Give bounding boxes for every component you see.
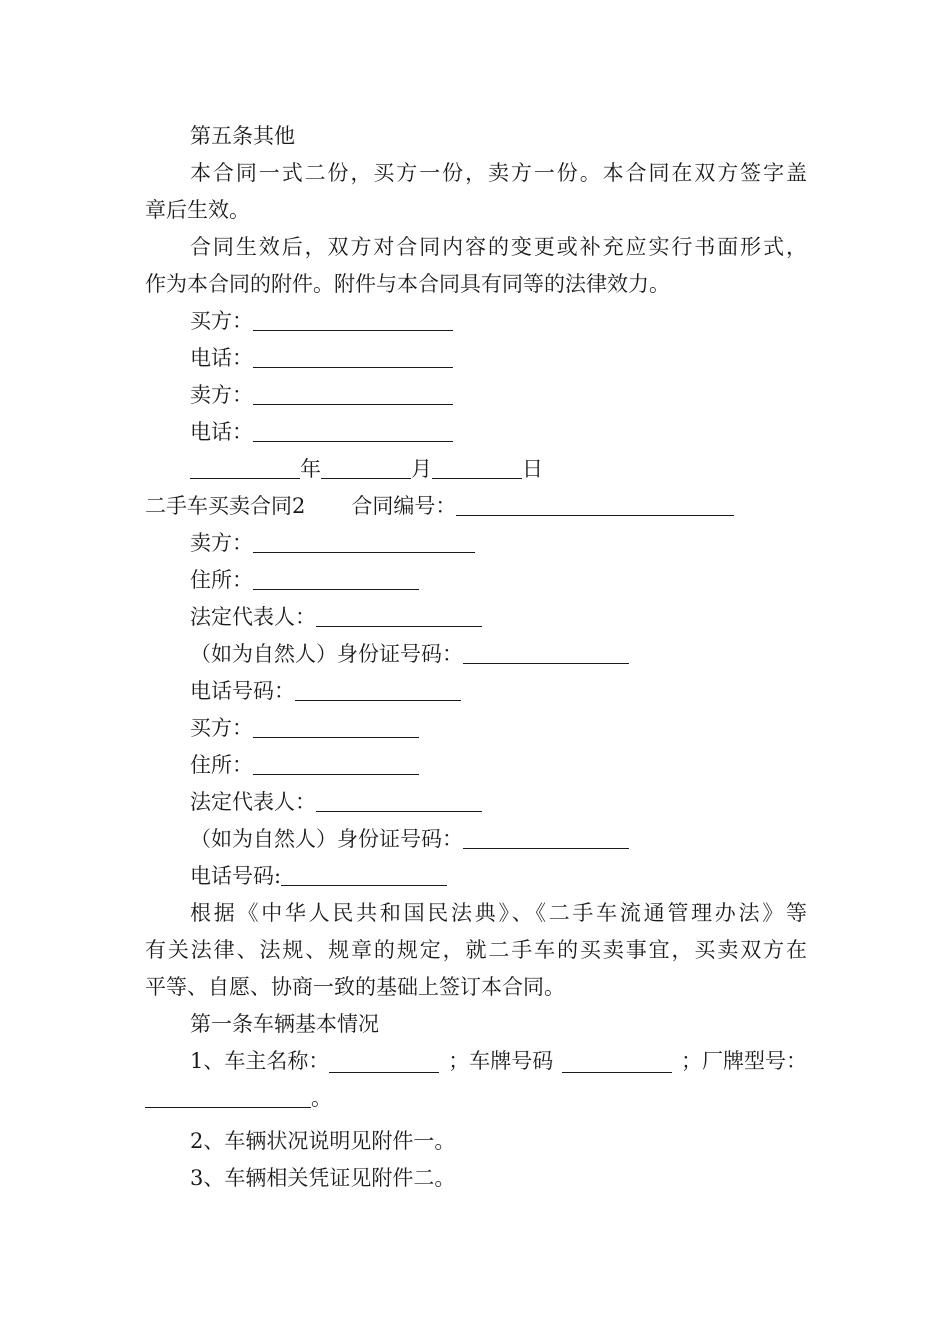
item-2: 2、车辆状况说明见附件一。 <box>190 1129 456 1153</box>
buyer-id-blank[interactable] <box>463 826 629 849</box>
buyer-id-line <box>145 821 807 858</box>
intro-line-1: 根据《中华人民共和国民法典》、《二手车流通管理办法》等 <box>190 901 807 925</box>
seller-label: 卖方： <box>190 383 253 407</box>
seller-legal-rep-label: 法定代表人： <box>190 605 316 629</box>
month-blank[interactable] <box>321 456 411 479</box>
item-1-continuation <box>145 1080 807 1117</box>
day-label: 日 <box>522 457 543 481</box>
seller-id-label: （如为自然人）身份证号码： <box>190 642 463 666</box>
buyer-id-label: （如为自然人）身份证号码： <box>190 827 463 851</box>
contract-number-blank[interactable] <box>456 493 734 516</box>
item-3: 3、车辆相关凭证见附件二。 <box>190 1166 456 1190</box>
buyer-phone-label: 电话： <box>190 346 253 370</box>
buyer-blank-2[interactable] <box>253 715 419 738</box>
intro-line-2: 有关法律、法规、规章的规定，就二手车的买卖事宜，买卖双方在 <box>145 938 807 962</box>
brand-model-blank[interactable] <box>145 1085 311 1108</box>
buyer-phone-number-line <box>145 858 807 895</box>
buyer-phone-number-blank[interactable] <box>281 863 447 886</box>
buyer-line <box>145 710 807 747</box>
seller-line <box>145 525 807 562</box>
seller-phone-label: 电话： <box>190 420 253 444</box>
seller-blank-2[interactable] <box>253 530 475 553</box>
brand-model-label: ；厂牌型号： <box>681 1049 807 1073</box>
seller-id-blank[interactable] <box>463 641 629 664</box>
seller-label-2: 卖方： <box>190 531 253 555</box>
intro-line-3: 平等、自愿、协商一致的基础上签订本合同。 <box>145 975 565 999</box>
item-1-line <box>145 1043 807 1080</box>
buyer-address-line <box>145 747 807 784</box>
seller-blank[interactable] <box>253 382 453 405</box>
plate-number-label: ；车牌号码 <box>448 1049 554 1073</box>
contract-2-header <box>145 488 807 525</box>
section-5-paragraph-1-line-2: 章后生效。 <box>145 198 250 222</box>
buyer-legal-rep-blank[interactable] <box>316 789 482 812</box>
seller-phone-blank[interactable] <box>253 419 453 442</box>
buyer-address-label: 住所： <box>190 753 253 777</box>
section-5-paragraph-2-line-2: 作为本合同的附件。附件与本合同具有同等的法律效力。 <box>145 272 670 296</box>
seller-address-blank[interactable] <box>253 567 419 590</box>
plate-number-blank[interactable] <box>562 1050 672 1073</box>
month-label: 月 <box>411 457 432 481</box>
owner-name-blank[interactable] <box>329 1050 439 1073</box>
buyer-legal-rep-label: 法定代表人： <box>190 790 316 814</box>
seller-phone-number-blank[interactable] <box>295 678 461 701</box>
seller-phone-number-label: 电话号码： <box>190 679 295 703</box>
buyer-phone-line <box>145 340 807 377</box>
year-label: 年 <box>300 457 321 481</box>
section-5-paragraph-2-line-1: 合同生效后，双方对合同内容的变更或补充应实行书面形式， <box>190 235 807 259</box>
buyer-phone-number-label: 电话号码: <box>190 864 282 888</box>
document-page <box>145 118 807 1197</box>
seller-phone-number-line <box>145 673 807 710</box>
seller-legal-rep-blank[interactable] <box>316 604 482 627</box>
seller-address-label: 住所： <box>190 568 253 592</box>
buyer-signature-line <box>145 303 807 340</box>
day-blank[interactable] <box>432 456 522 479</box>
contract-2-title: 二手车买卖合同2 <box>145 494 306 518</box>
buyer-label-2: 买方： <box>190 716 253 740</box>
buyer-blank[interactable] <box>253 308 453 331</box>
section-5-title: 第五条其他 <box>190 124 295 148</box>
seller-phone-line <box>145 414 807 451</box>
item-1-end: 。 <box>311 1086 332 1110</box>
contract-number-label: 合同编号： <box>351 494 457 518</box>
section-5-paragraph-1-line-1: 本合同一式二份，买方一份，卖方一份。本合同在双方签字盖 <box>190 161 807 185</box>
date-line <box>145 451 807 488</box>
seller-legal-rep-line <box>145 599 807 636</box>
seller-id-line <box>145 636 807 673</box>
article-1-title: 第一条车辆基本情况 <box>190 1012 379 1036</box>
owner-name-label: 1、车主名称： <box>190 1049 330 1073</box>
buyer-phone-blank[interactable] <box>253 345 453 368</box>
year-blank[interactable] <box>190 456 300 479</box>
seller-address-line <box>145 562 807 599</box>
buyer-label: 买方： <box>190 309 253 333</box>
seller-signature-line <box>145 377 807 414</box>
buyer-legal-rep-line <box>145 784 807 821</box>
buyer-address-blank[interactable] <box>253 752 419 775</box>
